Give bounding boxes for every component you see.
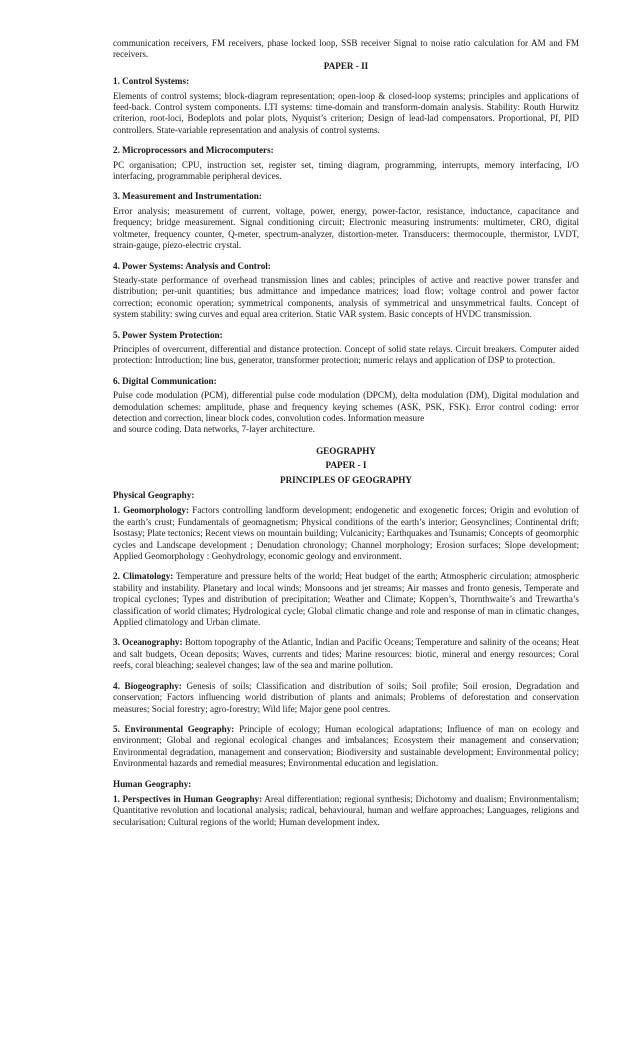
topic-text: Areal differentiation; regional synthesis; Dichotomy and dualism; Environmentalism; Quantitative revolution and locational analysis; radical, behavioural, human and welfare approaches; Languages, religions and secularisation; Cultural regions of the world; Human development index. <box>113 793 580 827</box>
section-heading: 4. Power Systems: Analysis and Control: <box>113 260 271 271</box>
topic-paragraph <box>113 571 579 628</box>
topic-title: 1. Perspectives in Human Geography: <box>113 793 263 804</box>
topic-text: Bottom topography of the Atlantic, Indian and Pacific Oceans; Temperature and salinity of the oceans; Heat and salt budgets, Ocean deposits; Waves, currents and tides; Marine resources: biotic, mineral and energy resources; Coral reefs, coral bleaching; sealevel changes; law of the sea and marine pollution. <box>113 637 579 671</box>
section-heading: 5. Power System Protection: <box>113 329 223 340</box>
section-heading: 3. Measurement and Instrumentation: <box>113 191 262 202</box>
topic-paragraph <box>113 637 579 671</box>
topic-text: Temperature and pressure belts of the world; Heat budget of the earth; Atmospheric circulation; atmospheric stability and instability. Planetary and local winds; Monsoons and jet streams; Air masses and fronto genesis, Temperate and tropical cyclones; Types and distribution of precipitation; Weather and Climate; Koppen’s, Thornthwaite’s and Trewartha’s classification of world climates; Hydrological cycle; Global climatic change and role and response of man in climatic changes, Applied climatology and Urban climate. <box>113 571 579 628</box>
topic-title: 4. Biogeography: <box>113 680 182 691</box>
topic-title: 2. Climatology: <box>113 571 174 582</box>
topic-paragraph <box>113 794 579 828</box>
document-page <box>113 38 579 828</box>
paper-i-heading: PAPER - I <box>325 460 367 471</box>
topic-title: 1. Geomorphology: <box>113 505 190 516</box>
physical-geography-heading: Physical Geography: <box>113 490 195 500</box>
topic-text: Factors controlling landform development; endogenetic and exogenetic forces; Origin and evolution of the earth’s crust; Fundamentals of geomagnetism; Physical conditions of the earth’s interior; Geosynclines; Continental drift; Isostasy; Plate tectonics; Recent views on mountain building; Vulcanicity; Earthquakes and Tsunamis; Concepts of geomorphic cycles and Landscape development ; Denudation chronology; Channel morphology; Erosion surfaces; Slope development; Applied Geomorphology : Geohydrology, economic geology and environment. <box>113 505 579 562</box>
geography-heading: GEOGRAPHY <box>316 445 376 456</box>
section-body: Error analysis; measurement of current, voltage, power, energy, power-factor, resistance, inductance, capacitance and frequency; bridge measurement. Signal conditioning circuit; Electronic measuring instruments: multimeter, CRO, digital voltmeter, frequency counter, Q-meter, spectrum-analyzer, distortion-meter. Transducers: thermocouple, thermistor, LVDT, strain-gauge, piezo-electric crystal. <box>113 205 579 251</box>
topic-text: Principle of ecology; Human ecological adaptations; Influence of man on ecology and environment; Global and regional ecological changes and imbalances; Ecosystem their management and conservation; Environmental degradation, management and conservation; Biodiversity and sustainable development; Environmental policy; Environmental hazards and remedial measures; Environmental education and legislation. <box>113 723 579 769</box>
human-geography-heading: Human Geography: <box>113 778 192 789</box>
section-heading: 1. Control Systems: <box>113 76 190 87</box>
principles-heading: PRINCIPLES OF GEOGRAPHY <box>280 474 412 485</box>
section-body: PC organisation; CPU, instruction set, register set, timing diagram, programming, interrupts, memory interfacing, I/O interfacing, programmable peripheral devices. <box>113 159 579 182</box>
topic-title: 5. Environmental Geography: <box>113 723 235 734</box>
section-body: Steady-state performance of overhead transmission lines and cables; principles of active and reactive power transfer and distribution; per-unit quantities; bus admittance and impedance matrices; load flow; voltage control and power factor correction; economic operation; symmetrical components, analysis of symmetrical and unsymmetrical faults. Concept of system stability: swing curves and equal area criterion. Static VAR system. Basic concepts of HVDC transmission. <box>113 274 579 320</box>
topic-paragraph <box>113 724 579 770</box>
section-body: Elements of control systems; block-diagram representation; open-loop & closed-loop systems; principles and applications of feed-back. Control system components. LTI systems: time-domain and transform-domain analysis. Stability: Routh Hurwitz criterion, root-loci, Bodeplots and polar plots, Nyquist’s criterion; Design of lead-lad compensators. Proportional, PI, PID controllers. State-variable representation and analysis of control systems. <box>113 90 579 135</box>
section-heading: 2. Microprocessors and Microcomputers: <box>113 145 274 156</box>
topic-title: 3. Oceanography: <box>113 637 183 648</box>
topic-text: Genesis of soils; Classification and distribution of soils; Soil profile; Soil erosion, Degradation and conservation; Factors influencing world distribution of plants and animals; Problems of deforestation and conservation measures; Social forestry; agro-forestry; Wild life; Major gene pool centres. <box>113 680 579 714</box>
section-body-continued: and source coding. Data networks, 7-layer architecture. <box>113 424 315 435</box>
topic-paragraph <box>113 505 579 562</box>
section-heading: 6. Digital Communication: <box>113 375 217 386</box>
topic-paragraph <box>113 681 579 715</box>
paper-ii-heading: PAPER - II <box>323 60 369 71</box>
section-body: Pulse code modulation (PCM), differential pulse code modulation (DPCM), delta modulation (DM), Digital modulation and demodulation schemes: amplitude, phase and frequency keying schemes (ASK, PSK, FSK). Error control coding: error detection and correction, linear block codes, convolution codes. Information measure <box>113 390 579 423</box>
intro-paragraph: communication receivers, FM receivers, phase locked loop, SSB receiver Signal to noise ratio calculation for AM and FM receivers. <box>113 38 579 60</box>
section-body: Principles of overcurrent, differential and distance protection. Concept of solid state relays. Circuit breakers. Computer aided protection: Introduction; line bus, generator, transformer protection; numeric relays and application of DSP to protection. <box>113 343 579 366</box>
